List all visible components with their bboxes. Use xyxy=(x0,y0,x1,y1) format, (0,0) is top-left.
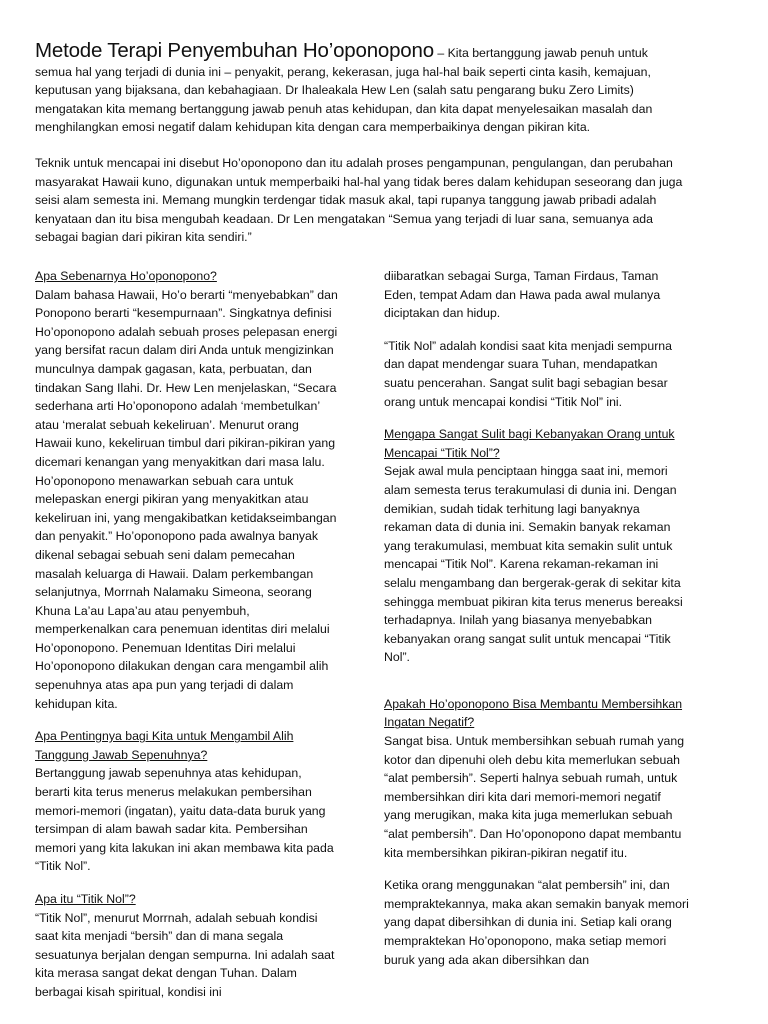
section-importance xyxy=(35,727,338,876)
right-column xyxy=(384,267,690,983)
continued-paragraph: diibaratkan sebagai Surga, Taman Firdaus, Taman Eden, tempat Adam dan Hawa pada awal mulanya diciptakan dan hidup. xyxy=(384,269,661,321)
section-heading: Apakah Ho’oponopono Bisa Membantu Membersihkan Ingatan Negatif? xyxy=(384,696,683,730)
intro-paragraph-2: Teknik untuk mencapai ini disebut Ho’oponopono dan itu adalah proses pengampunan, pengulangan, dan perubahan masyarakat Hawaii kuno, digunakan untuk memperbaiki hal-hal yang tidak beres dalam kehidupan seseorang dan juga seisi alam semesta ini. Memang mungkin terdengar tidak masuk akal, tapi rupanya tanggung jawab pribadi adalah kenyataan dan itu bisa mengubah keadaan. Dr Len mengatakan “Semua yang terjadi di luar sana, semuanya ada sebagai bagian dari pikiran kita sendiri.” xyxy=(35,155,683,245)
intro-lead-text: – Kita bertanggung jawab penuh untuk semua hal yang terjadi di dunia ini – penyakit, perang, kekerasan, juga hal-hal baik seperti cinta kasih, kemajuan, keputusan yang bijaksana, dan kebahagiaan. Dr Ihaleakala Hew Len (salah satu pengarang buku Zero Limits) mengatakan kita memang bertanggung jawab penuh atas kehidupan, dan kita dapat menyelesaikan masalah dan menghilangkan emosi negatif dalam kehidupan kita dengan cara memperbaikinya dengan pikiran kita. xyxy=(35,46,653,135)
titik-nol-paragraph: “Titik Nol” adalah kondisi saat kita menjadi sempurna dan dapat mendengar suara Tuhan, mendapatkan suatu pencerahan. Sangat sulit bagi sebagian besar orang untuk mencapai kondisi “Titik Nol” ini. xyxy=(384,338,672,409)
section-can-help xyxy=(384,695,690,862)
section-heading: Apa Pentingnya bagi Kita untuk Mengambil Alih Tanggung Jawab Sepenuhnya? xyxy=(35,729,294,762)
intro-paragraph xyxy=(35,41,687,137)
section-why-difficult xyxy=(384,425,690,667)
document-title: Metode Terapi Penyembuhan Ho’oponopono xyxy=(35,39,434,62)
section-body: Bertanggung jawab sepenuhnya atas kehidupan, berarti kita terus menerus melakukan pembersihan memori-memori (ingatan), yaitu data-data buruk yang tersimpan di alam bawah sadar kita. Pembersihan memori yang kita lakukan ini akan membawa kita pada “Titik Nol”. xyxy=(35,766,334,874)
closing-paragraph: Ketika orang menggunakan “alat pembersih” ini, dan mempraktekannya, maka akan semakin banyak memori yang dapat dibersihkan di dunia ini. Setiap kali orang mempraktekan Ho’oponopono, maka setiap memori buruk yang ada akan dibersihkan dan xyxy=(384,878,689,967)
section-body: “Titik Nol”, menurut Morrnah, adalah sebuah kondisi saat kita menjadi “bersih” dan di mana segala sesuatunya berjalan dengan sempurna. Ini adalah saat kita merasa sangat dekat dengan Tuhan. Dalam berbagai kisah spiritual, kondisi ini xyxy=(35,910,335,999)
section-body: Dalam bahasa Hawaii, Ho’o berarti “menyebabkan” dan Ponopono berarti “kesempurnaan”. Singkatnya definisi Ho’oponopono adalah sebuah proses pelepasan energi yang bersifat racun dalam diri Anda untuk mengizinkan munculnya dampak gagasan, kata, perbuatan, dan tindakan Sang Ilahi. Dr. Hew Len menjelaskan, “Secara sederhana arti Ho’oponopono adalah ‘membetulkan’ atau ‘meralat sebuah kekeliruan’. Menurut orang Hawaii kuno, kekeliruan timbul dari pikiran-pikiran yang dicemari kenangan yang menyakitkan dari masa lalu. Ho’oponopono menawarkan sebuah cara untuk melepaskan energi pikiran yang menyakitkan atau kekeliruan ini, yang mengakibatkan ketidakseimbangan dan penyakit.” Ho’oponopono pada awalnya banyak dikenal sebagai sebuah seni dalam pemecahan masalah keluarga di Hawaii. Dalam perkembangan selanjutnya, Morrnah Nalamaku Simeona, seorang Khuna La’au Lapa’au atau penyembuh, memperkenalkan cara penemuan identitas diri melalui Ho’oponopono. Penemuan Identitas Diri melalui Ho’oponopono dilakukan dengan cara mengambil alih sepenuhnya atas apa pun yang terjadi di dalam kehidupan kita. xyxy=(35,287,338,711)
intro-section xyxy=(35,41,687,247)
left-column xyxy=(35,267,338,1016)
section-body: Sejak awal mula penciptaan hingga saat ini, memori alam semesta terus terakumulasi di dunia ini. Dengan demikian, sudah tidak terhitung lagi banyaknya rekaman data di dunia ini. Semakin banyak rekaman yang terakumulasi, membuat kita semakin sulit untuk mencapai “Titik Nol”. Karena rekaman-rekaman ini selalu mengambang dan bergerak-gerak di sekitar kita sehingga membuat pikiran kita terus menerus bereaksi terhadapnya. Inilah yang biasanya menyebabkan kebanyakan orang sangat sulit untuk mencapai “Titik Nol”. xyxy=(384,464,683,665)
section-heading: Apa itu “Titik Nol”? xyxy=(35,892,136,906)
section-body: Sangat bisa. Untuk membersihkan sebuah rumah yang kotor dan dipenuhi oleh debu kita memerlukan sebuah “alat pembersih”. Seperti halnya sebuah rumah, untuk membersihkan diri kita dari memori-memori negatif yang merugikan, maka kita juga memerlukan sebuah “alat pembersih”. Dan Ho’oponopono dapat membantu kita membersihkan pikiran-pikiran negatif itu. xyxy=(384,734,685,860)
section-what-is xyxy=(35,267,338,713)
section-heading: Mengapa Sangat Sulit bagi Kebanyakan Orang untuk Mencapai “Titik Nol”? xyxy=(384,427,675,460)
section-heading: Apa Sebenarnya Ho’oponopono? xyxy=(35,269,217,283)
section-titik-nol xyxy=(35,890,338,1002)
